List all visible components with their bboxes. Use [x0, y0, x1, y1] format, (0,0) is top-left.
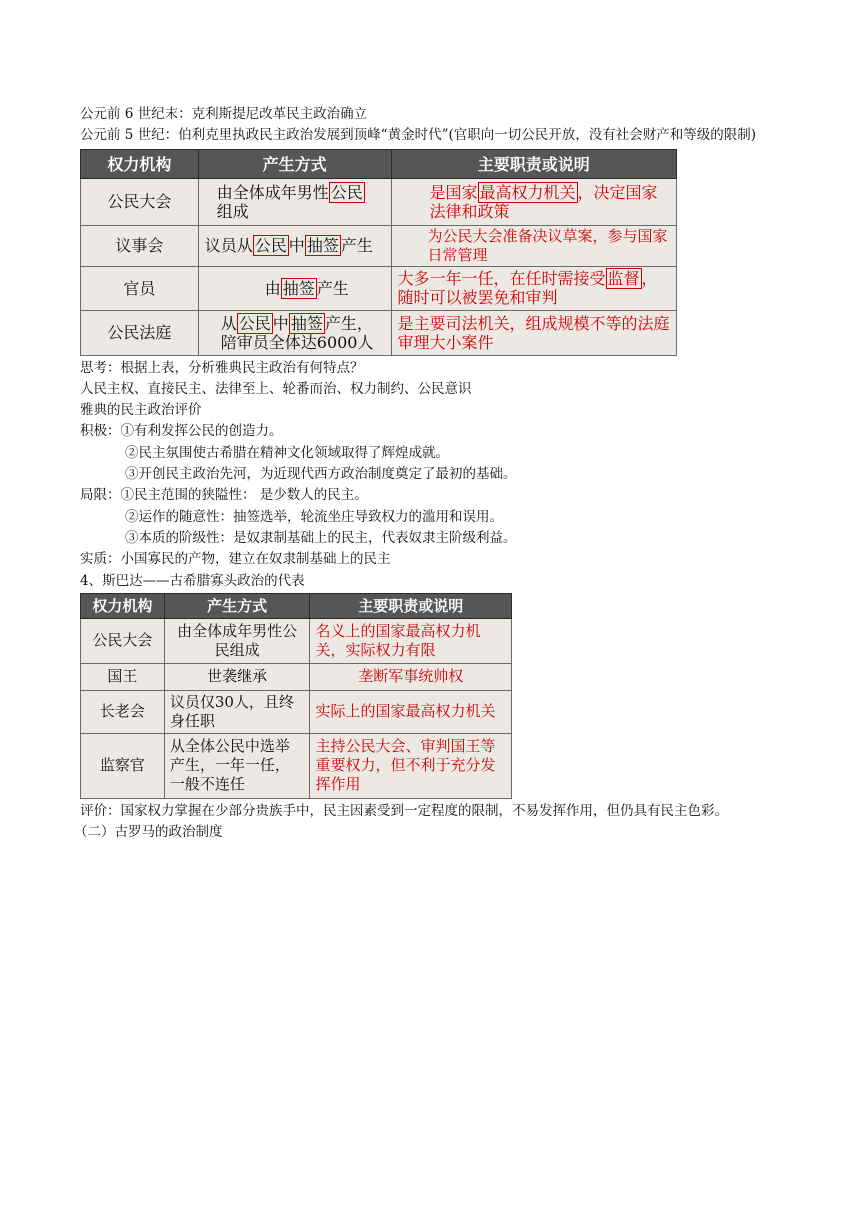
table-row — [81, 663, 512, 690]
document-page — [74, 104, 785, 843]
organ-cell: 长老会 — [81, 690, 165, 733]
highlight-box: 公民 — [330, 182, 363, 202]
duty-cell: 垄断军事统帅权 — [310, 663, 512, 690]
method-cell: 世袭继承 — [164, 663, 310, 690]
organ-cell: 议事会 — [81, 225, 199, 266]
table-header-row — [81, 593, 512, 618]
header-duty: 主要职责或说明 — [391, 149, 677, 178]
organ-cell: 国王 — [81, 663, 165, 690]
table-row — [81, 225, 677, 266]
duty-cell: 主持公民大会、审判国王等重要权力，但不利于充分发挥作用 — [310, 733, 512, 798]
limit-2: ②运作的随意性：抽签选举，轮流坐庄导致权力的滥用和误用。 — [125, 508, 503, 525]
table-header-row — [81, 149, 677, 178]
duty-cell: 名义上的国家最高权力机关，实际权力有限 — [310, 618, 512, 663]
header-organ: 权力机构 — [81, 593, 165, 618]
limit-1: 局限：①民主范围的狭隘性： 是少数人的民主。 — [80, 487, 368, 504]
duty-cell: 实际上的国家最高权力机关 — [310, 690, 512, 733]
method-cell: 从全体公民中选举产生，一年一任，一般不连任 — [164, 733, 310, 798]
highlight-box: 公民 — [254, 236, 287, 256]
table-row — [81, 310, 677, 355]
positive-3: ③开创民主政治先河，为近现代西方政治制度奠定了最初的基础。 — [125, 466, 517, 483]
table-row — [81, 618, 512, 663]
positive-2: ②民主氛围使古希腊在精神文化领域取得了辉煌成就。 — [125, 444, 449, 461]
highlight-box: 监督 — [607, 269, 640, 289]
header-method: 产生方式 — [164, 593, 310, 618]
essence: 实质：小国寡民的产物，建立在奴隶制基础上的民主 — [80, 551, 391, 568]
duty-cell: 大多一年一任，在任时需接受 监督 ，随时可以被罢免和审判 — [391, 266, 677, 310]
highlight-box: 最高权力机关 — [479, 182, 576, 202]
intro-line-2: 公元前 5 世纪：伯利克里执政民主政治发展到顶峰“黄金时代”(官职向一切公民开放，没有社会财产和等级的限制) — [80, 127, 757, 144]
method-cell: 由全体成年男性 公民 组成 — [198, 178, 391, 225]
header-duty: 主要职责或说明 — [310, 593, 512, 618]
organ-cell: 公民法庭 — [81, 310, 199, 355]
features-answer: 人民主权、直接民主、法律至上、轮番而治、权力制约、公民意识 — [80, 380, 472, 397]
duty-cell: 为公民大会准备决议草案，参与国家日常管理 — [391, 225, 677, 266]
table-row — [81, 733, 512, 798]
positive-1: 积极：①有利发挥公民的创造力。 — [80, 423, 283, 440]
highlight-box: 抽签 — [290, 313, 323, 333]
table-row — [81, 178, 677, 225]
method-cell: 议员仅30人，且终身任职 — [164, 690, 310, 733]
table-row — [81, 690, 512, 733]
header-organ: 权力机构 — [81, 149, 199, 178]
method-cell: 议员从 公民 中 抽签 产生 — [198, 225, 391, 266]
duty-cell: 是主要司法机关，组成规模不等的法庭审理大小案件 — [391, 310, 677, 355]
limit-3: ③本质的阶级性：是奴隶制基础上的民主，代表奴隶主阶级利益。 — [125, 529, 517, 546]
duty-cell: 是国家 最高权力机关 ，决定国家法律和政策 — [391, 178, 677, 225]
athens-power-table — [80, 149, 677, 356]
section-title: （二）古罗马的政治制度 — [74, 824, 223, 841]
organ-cell: 公民大会 — [81, 618, 165, 663]
organ-cell: 监察官 — [81, 733, 165, 798]
evaluation-heading: 雅典的民主政治评价 — [80, 402, 202, 419]
method-cell: 由 抽签 产生 — [198, 266, 391, 310]
think-question: 思考：根据上表，分析雅典民主政治有何特点？ — [80, 359, 364, 376]
sparta-power-table — [80, 593, 512, 799]
intro-line-1: 公元前 6 世纪末：克利斯提尼改革民主政治确立 — [80, 106, 368, 122]
organ-cell: 公民大会 — [81, 178, 199, 225]
highlight-box: 公民 — [238, 313, 271, 333]
highlight-box: 抽签 — [306, 236, 339, 256]
organ-cell: 官员 — [81, 266, 199, 310]
sparta-evaluation: 评价：国家权力掌握在少部分贵族手中，民主因素受到一定程度的限制，不易发挥作用，但仍具有民主色彩。 — [80, 802, 728, 819]
sparta-heading: 4、斯巴达——古希腊寡头政治的代表 — [80, 572, 305, 589]
header-method: 产生方式 — [198, 149, 391, 178]
highlight-box: 抽签 — [282, 278, 315, 298]
method-cell: 从 公民 中 抽签 产生，陪审员全体达6000人 — [198, 310, 391, 355]
method-cell: 由全体成年男性公民组成 — [164, 618, 310, 663]
table-row — [81, 266, 677, 310]
